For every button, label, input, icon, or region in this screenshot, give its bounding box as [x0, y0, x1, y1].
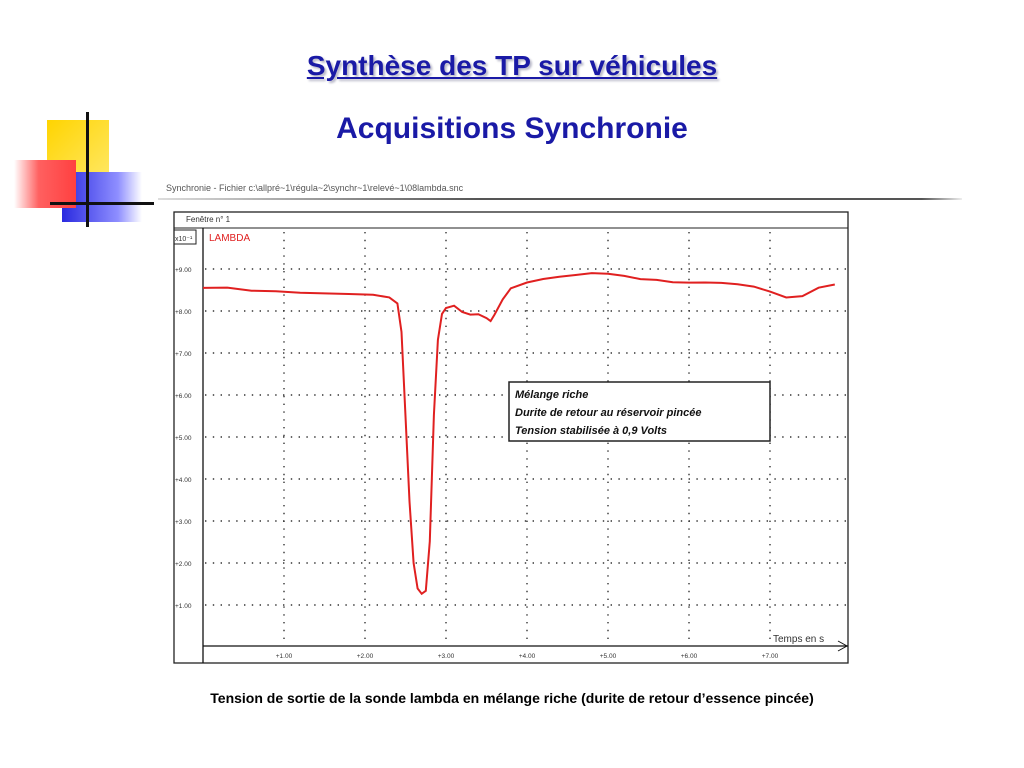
y-tick-label: +1.00 — [175, 603, 192, 610]
y-multiplier-label: x10⁻¹ — [175, 236, 193, 243]
annotation-line-2: Durite de retour au réservoir pincée — [515, 407, 702, 419]
y-tick-label: +7.00 — [175, 351, 192, 358]
figure-caption: Tension de sortie de la sonde lambda en mélange riche (durite de retour d’essence pincée) — [210, 690, 814, 706]
deco-red-square — [14, 160, 76, 208]
header-separator — [158, 198, 962, 200]
x-tick-label: +4.00 — [518, 653, 536, 660]
x-tick-label: +7.00 — [761, 653, 779, 660]
x-tick-label: +6.00 — [680, 653, 698, 660]
annotation-line-1: Mélange riche — [515, 389, 589, 401]
screenshot-header: Synchronie - Fichier c:\allpré~1\régula~2\synchr~1\relevé~1\08lambda.snc — [166, 183, 464, 193]
x-tick-label: +3.00 — [437, 653, 455, 660]
y-tick-label: +6.00 — [175, 393, 192, 400]
x-tick-label: +5.00 — [599, 653, 617, 660]
y-tick-label: +9.00 — [175, 267, 192, 274]
y-tick-label: +3.00 — [175, 519, 192, 526]
annotation-line-3: Tension stabilisée à 0,9 Volts — [515, 425, 668, 437]
y-tick-label: +8.00 — [175, 309, 192, 316]
x-tick-label: +1.00 — [275, 653, 293, 660]
window-label: Fenêtre n° 1 — [186, 215, 231, 224]
y-tick-label: +5.00 — [175, 435, 192, 442]
x-axis-label: Temps en s — [773, 634, 825, 645]
y-tick-label: +2.00 — [175, 561, 192, 568]
x-tick-label: +2.00 — [356, 653, 374, 660]
slide-title: Synthèse des TP sur véhicules — [306, 50, 718, 81]
legend-series-name: LAMBDA — [209, 233, 251, 244]
deco-horizontal-line — [50, 202, 154, 205]
slide-subtitle: Acquisitions Synchronie — [336, 112, 688, 145]
lambda-chart — [158, 195, 968, 675]
y-tick-label: +4.00 — [175, 477, 192, 484]
